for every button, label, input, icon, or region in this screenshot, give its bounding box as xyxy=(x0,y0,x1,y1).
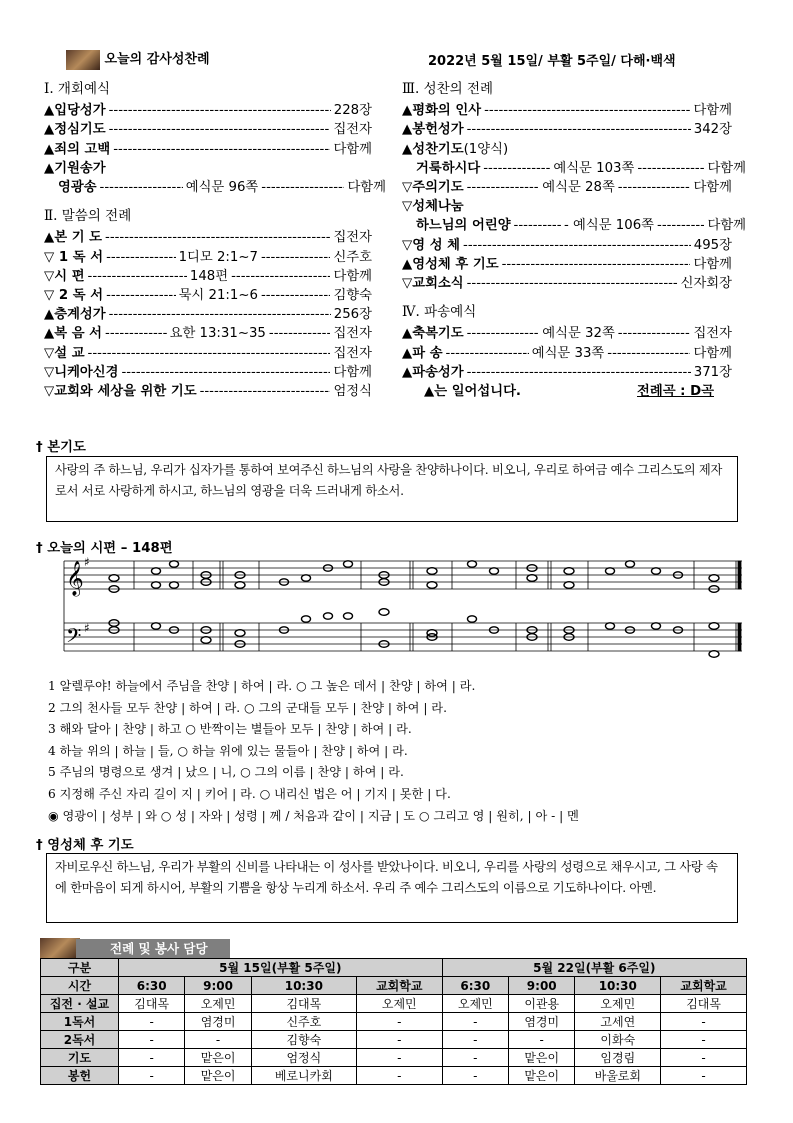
duty-row-label: 1독서 xyxy=(41,1013,119,1031)
order-item xyxy=(402,236,732,255)
leader-dots xyxy=(467,120,691,139)
duty-week1: 5월 15일(부활 5주일) xyxy=(119,959,443,977)
leader-dots xyxy=(637,159,704,178)
psalm-heading: † 오늘의 시편 – 148편 xyxy=(36,541,173,556)
leader-dots xyxy=(467,274,678,293)
order-item xyxy=(402,197,732,216)
duty-time: 6:30 xyxy=(119,977,185,995)
duty-cell: - xyxy=(442,1067,508,1085)
duty-cell: - xyxy=(185,1031,251,1049)
duty-cell: 바울로회 xyxy=(575,1067,661,1085)
leader-dots xyxy=(467,363,691,382)
order-item xyxy=(44,382,372,401)
order-item xyxy=(402,178,732,197)
order-item-role: 집전자 xyxy=(333,122,372,138)
duty-cell: - xyxy=(119,1013,185,1031)
order-item-name: 거룩하시다 xyxy=(416,160,481,176)
order-item-role: 256장 xyxy=(333,307,372,323)
duty-cell: 오제민 xyxy=(185,995,251,1013)
duty-cell: 김대목 xyxy=(119,995,185,1013)
duty-cell: - xyxy=(356,1031,442,1049)
order-item-reference: - 예식문 106쪽 xyxy=(564,218,655,234)
leader-dots xyxy=(105,228,330,247)
order-item-name: 영광송 xyxy=(58,180,97,196)
leader-dots xyxy=(269,324,331,343)
duty-time: 교회학교 xyxy=(661,977,747,995)
duty-cell: - xyxy=(119,1049,185,1067)
duty-cell: - xyxy=(661,1013,747,1031)
psalm-verse: ◉ 영광이 | 성부 | 와 ○ 성 | 자와 | 성령 | 께 / 처음과 같이 | 지금 | 도 ○ 그리고 영 | 원히, | 아 - | 멘 xyxy=(48,808,579,823)
svg-text:𝄞: 𝄞 xyxy=(66,561,84,596)
section-title: Ⅳ. 파송예식 xyxy=(402,304,477,321)
duty-cell: 오제민 xyxy=(442,995,508,1013)
duty-cell: 오제민 xyxy=(356,995,442,1013)
duty-row-label: 봉헌 xyxy=(41,1067,119,1085)
order-item-role: 엄정식 xyxy=(333,384,372,400)
duty-time: 교회학교 xyxy=(356,977,442,995)
order-item-name: ▽교회소식 xyxy=(402,276,464,292)
psalm-verse: 4 하늘 위의 | 하늘 | 들, ○ 하늘 위에 있는 물들아 | 찬양 | 하여 | 라. xyxy=(48,743,408,758)
svg-text:𝄢: 𝄢 xyxy=(66,624,82,652)
duty-cell: 오제민 xyxy=(575,995,661,1013)
leader-dots xyxy=(106,286,176,305)
altar-photo-thumbnail xyxy=(66,50,100,70)
psalm-verses xyxy=(48,676,748,827)
duty-row xyxy=(41,1031,747,1049)
order-item-role: 신자회장 xyxy=(680,276,732,292)
duty-cell: 김대목 xyxy=(251,995,356,1013)
duty-title: 전례 및 봉사 담당 xyxy=(76,939,230,959)
order-item-name: ▽성체나눔 xyxy=(402,199,464,215)
order-item-name: ▲복 음 서 xyxy=(44,326,103,342)
leader-dots xyxy=(484,101,690,120)
order-item xyxy=(44,286,372,305)
duty-cell: - xyxy=(356,1067,442,1085)
leader-dots xyxy=(105,324,167,343)
leader-dots xyxy=(100,178,183,197)
duty-cell: 이관용 xyxy=(509,995,575,1013)
duty-cell: 이화숙 xyxy=(575,1031,661,1049)
order-item xyxy=(44,324,372,343)
duty-cell: - xyxy=(509,1031,575,1049)
order-item-role: 다함께 xyxy=(707,218,747,234)
section-title: Ⅰ. 개회예식 xyxy=(44,81,111,97)
order-item-name: ▽교회와 세상을 위한 기도 xyxy=(44,384,197,400)
leader-dots xyxy=(467,178,540,197)
order-item-reference: 예식문 28쪽 xyxy=(542,180,615,196)
leader-dots xyxy=(446,344,529,363)
bulletin-header-left xyxy=(66,48,210,70)
order-item-role: 집전자 xyxy=(333,326,372,342)
order-item xyxy=(44,363,372,382)
standing-note: ▲는 일어섭니다. xyxy=(424,384,521,400)
psalm-chant-score xyxy=(44,546,744,671)
duty-time: 10:30 xyxy=(575,977,661,995)
order-item xyxy=(44,305,372,324)
duty-cell: 염경미 xyxy=(185,1013,251,1031)
order-item-name: ▲평화의 인사 xyxy=(402,103,482,119)
duty-row-label: 집전 · 설교 xyxy=(41,995,119,1013)
duty-cell: 김향숙 xyxy=(251,1031,356,1049)
duty-cell: - xyxy=(661,1067,747,1085)
order-item-role: 집전자 xyxy=(333,345,372,361)
order-item xyxy=(402,101,732,120)
order-item-name: ▽주의기도 xyxy=(402,180,464,196)
leader-dots xyxy=(88,267,187,286)
order-item-role: 495장 xyxy=(693,237,732,253)
leader-dots xyxy=(106,248,176,267)
leader-dots xyxy=(483,159,550,178)
duty-cell: - xyxy=(442,1049,508,1067)
psalm-verse: 5 주님의 명령으로 생겨 | 났으 | 니, ○ 그의 이름 | 찬양 | 하여 | 라. xyxy=(48,765,404,780)
order-item-name: ▲봉헌성가 xyxy=(402,122,464,138)
bulletin-date: 2022년 5월 15일/ 부활 5주일/ 다해·백색 xyxy=(428,54,676,69)
psalm-verse: 2 그의 천사들 모두 찬양 | 하여 | 라. ○ 그의 군대들 모두 | 찬양 | 하여 | 라. xyxy=(48,700,447,715)
order-item xyxy=(44,159,372,178)
svg-text:♯: ♯ xyxy=(84,555,90,569)
duty-cell: 맡은이 xyxy=(185,1067,251,1085)
leader-dots xyxy=(200,382,331,401)
duty-cell: 맡은이 xyxy=(509,1049,575,1067)
duty-week2: 5월 22일(부활 6주일) xyxy=(442,959,746,977)
duty-row-label: 기도 xyxy=(41,1049,119,1067)
order-item-name: ▲층계성가 xyxy=(44,307,106,323)
order-item xyxy=(402,363,732,382)
duty-time: 6:30 xyxy=(442,977,508,995)
order-item xyxy=(402,344,732,363)
order-item-role: 집전자 xyxy=(693,326,732,342)
order-item-role: 371장 xyxy=(693,364,732,380)
leader-dots xyxy=(514,216,561,235)
order-item xyxy=(402,159,746,178)
leader-dots xyxy=(113,140,330,159)
order-item xyxy=(44,228,372,247)
order-item-reference: 예식문 96쪽 xyxy=(185,180,259,196)
duty-cell: 고세연 xyxy=(575,1013,661,1031)
section-title: Ⅱ. 말씀의 전례 xyxy=(44,208,132,225)
duty-cell: 베로니카회 xyxy=(251,1067,356,1085)
bulletin-title: 오늘의 감사성찬례 xyxy=(104,52,210,67)
leader-dots xyxy=(607,344,690,363)
duty-row xyxy=(41,995,747,1013)
order-item xyxy=(402,216,746,235)
duty-cell: 맡은이 xyxy=(185,1049,251,1067)
order-item xyxy=(44,248,372,267)
liturgy-setting: 전례곡 : D곡 xyxy=(637,384,714,400)
leader-dots xyxy=(467,324,540,343)
order-item-role: 다함께 xyxy=(347,180,386,196)
order-item xyxy=(44,101,372,120)
order-item xyxy=(402,140,732,159)
order-item xyxy=(44,140,372,159)
leader-dots xyxy=(121,363,330,382)
duty-cell: 엄정식 xyxy=(251,1049,356,1067)
post-communion-text: 자비로우신 하느님, 우리가 부활의 신비를 나타내는 이 성사를 받았나이다. 비오니, 우리를 사랑의 성령으로 채우시고, 그 사랑 속에 한마음이 되게 하시어, 부활의 기쁨을 항상 누리게 하소서. 우리 주 예수 그리스도의 이름으로 기도하나이다. 아멘. xyxy=(46,853,738,923)
order-item-role: 다함께 xyxy=(333,364,372,380)
order-item-role: 다함께 xyxy=(693,103,732,119)
duty-header xyxy=(40,938,230,959)
duty-cell: - xyxy=(119,1031,185,1049)
order-item-reference: 요한 13:31~35 xyxy=(169,326,266,342)
leader-dots xyxy=(261,286,331,305)
order-item-role: 김향숙 xyxy=(333,288,372,304)
order-item-name: ▲축복기도 xyxy=(402,326,464,342)
duty-cell: - xyxy=(661,1031,747,1049)
leader-dots xyxy=(261,178,344,197)
order-item xyxy=(44,267,372,286)
order-item-name: ▲기원송가 xyxy=(44,160,106,176)
order-item-reference: 예식문 32쪽 xyxy=(542,326,615,342)
leader-dots xyxy=(463,236,691,255)
duty-cell: 신주호 xyxy=(251,1013,356,1031)
order-item-role: 다함께 xyxy=(707,160,746,176)
order-item-name: ▽ 1 독 서 xyxy=(44,249,104,265)
order-footer xyxy=(402,382,732,401)
duty-cell: 임경림 xyxy=(575,1049,661,1067)
order-item-role: 342장 xyxy=(693,122,732,138)
duty-time: 9:00 xyxy=(185,977,251,995)
section-title: Ⅲ. 성찬의 전례 xyxy=(402,81,494,97)
order-item-role: 집전자 xyxy=(333,230,372,246)
duty-cell: - xyxy=(356,1049,442,1067)
duty-row xyxy=(41,1049,747,1067)
order-item-reference: 148편 xyxy=(189,268,229,284)
duty-row xyxy=(41,1013,747,1031)
order-item xyxy=(402,324,732,343)
duty-row xyxy=(41,1067,747,1085)
psalm-verse: 1 알렐루야! 하늘에서 주님을 찬양 | 하여 | 라. ○ 그 높은 데서 | 찬양 | 하여 | 라. xyxy=(48,679,476,693)
leader-dots xyxy=(231,267,330,286)
order-item-name: ▽시 편 xyxy=(44,268,85,284)
duty-cell: - xyxy=(442,1031,508,1049)
psalm-verse: 6 지정해 주신 자리 길이 지 | 키어 | 라. ○ 내리신 법은 어 | 기지 | 못한 | 다. xyxy=(48,786,451,801)
duty-time-label: 시간 xyxy=(41,977,119,995)
order-item xyxy=(44,178,386,197)
order-item-role: 228장 xyxy=(333,103,372,119)
order-item-name: ▲죄의 고백 xyxy=(44,141,111,157)
leader-dots xyxy=(261,248,331,267)
collect-heading: † 본기도 xyxy=(36,440,86,455)
order-item-role: 신주호 xyxy=(333,249,372,265)
order-item-reference: 묵시 21:1~6 xyxy=(178,288,258,304)
order-item-role: 다함께 xyxy=(693,256,732,272)
duty-cell: - xyxy=(661,1049,747,1067)
order-item-role: 다함께 xyxy=(333,268,373,284)
order-item-role: 다함께 xyxy=(333,141,372,157)
leader-dots xyxy=(618,324,691,343)
order-item-name: ▲파 송 xyxy=(402,345,443,361)
duty-cell: 맡은이 xyxy=(509,1067,575,1085)
order-item-name: ▽영 성 체 xyxy=(402,237,461,253)
order-item-name: ▲파송성가 xyxy=(402,364,464,380)
leader-dots xyxy=(502,255,691,274)
order-item-reference: 1디모 2:1~7 xyxy=(178,249,258,265)
church-photo-thumbnail xyxy=(40,938,80,958)
leader-dots xyxy=(88,344,331,363)
order-item-name: ▲입당성가 xyxy=(44,103,106,119)
order-item xyxy=(44,120,372,139)
order-item-name: ▽니케아신경 xyxy=(44,364,119,380)
order-item-name: ▲영성체 후 기도 xyxy=(402,256,499,272)
order-item-name: ▽설 교 xyxy=(44,345,85,361)
psalm-verse: 3 해와 달아 | 찬양 | 하고 ○ 반짝이는 별들아 모두 | 찬양 | 하여 | 라. xyxy=(48,722,412,737)
order-item-reference: 예식문 103쪽 xyxy=(553,160,635,176)
leader-dots xyxy=(109,101,331,120)
order-item-suffix: (1양식) xyxy=(463,141,509,157)
duty-cell: - xyxy=(119,1067,185,1085)
svg-text:♯: ♯ xyxy=(84,621,90,635)
order-item-name: ▲성찬기도 xyxy=(402,141,464,157)
duty-time: 9:00 xyxy=(509,977,575,995)
order-item-name: ▲본 기 도 xyxy=(44,230,103,246)
leader-dots xyxy=(618,178,691,197)
duty-cell: 김대목 xyxy=(661,995,747,1013)
order-item-name: 하느님의 어린양 xyxy=(416,218,511,234)
duty-cell: - xyxy=(442,1013,508,1031)
order-item-name: ▲정심기도 xyxy=(44,122,106,138)
order-item xyxy=(402,255,732,274)
order-item xyxy=(402,274,732,293)
duty-cell: 염경미 xyxy=(509,1013,575,1031)
order-item-role: 다함께 xyxy=(693,345,732,361)
order-item-role: 다함께 xyxy=(693,180,732,196)
leader-dots xyxy=(109,120,331,139)
order-item xyxy=(402,120,732,139)
order-left-column xyxy=(44,80,386,401)
leader-dots xyxy=(109,305,331,324)
order-right-column xyxy=(402,80,747,401)
collect-text: 사랑의 주 하느님, 우리가 십자가를 통하여 보여주신 하느님의 사랑을 찬양하나이다. 비오니, 우리로 하여금 예수 그리스도의 제자로서 서로 사랑하게 하시고, 하느님의 영광을 더욱 드러내게 하소서. xyxy=(46,456,738,522)
post-communion-heading: † 영성체 후 기도 xyxy=(36,838,134,853)
order-item-reference: 예식문 33쪽 xyxy=(531,345,605,361)
duty-row-label: 2독서 xyxy=(41,1031,119,1049)
duty-time: 10:30 xyxy=(251,977,356,995)
duty-roster-table xyxy=(40,958,747,1085)
duty-col-label: 구분 xyxy=(41,959,119,977)
leader-dots xyxy=(657,216,704,235)
duty-cell: - xyxy=(356,1013,442,1031)
order-item-name: ▽ 2 독 서 xyxy=(44,288,104,304)
order-item xyxy=(44,344,372,363)
